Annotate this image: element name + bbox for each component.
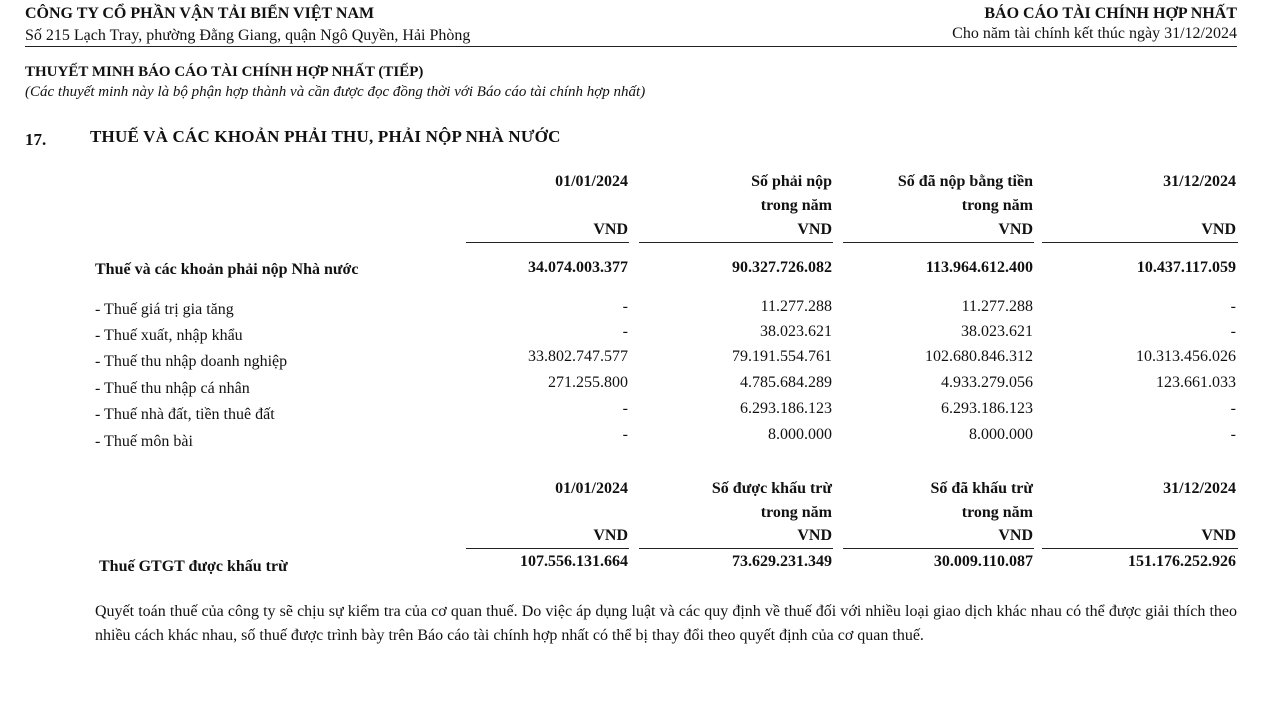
section-title: THUẾ VÀ CÁC KHOẢN PHẢI THU, PHẢI NỘP NHÀ NƯỚC bbox=[90, 127, 561, 146]
t1-row-value: - bbox=[1230, 323, 1236, 340]
company-address: Số 215 Lạch Tray, phường Đằng Giang, quận Ngô Quyền, Hải Phòng bbox=[25, 27, 471, 44]
company-name: CÔNG TY CỔ PHẦN VẬN TẢI BIỂN VIỆT NAM bbox=[25, 5, 375, 22]
t2-col3-unit: VND bbox=[998, 527, 1033, 544]
t1-total-label: Thuế và các khoản phải nộp Nhà nước bbox=[95, 261, 359, 278]
t2-total-col4: 151.176.252.926 bbox=[1128, 553, 1236, 570]
t1-row-value: - bbox=[1230, 298, 1236, 315]
t2-total-col2: 73.629.231.349 bbox=[732, 553, 832, 570]
section-number: 17. bbox=[25, 130, 47, 149]
t1-row-value: - bbox=[622, 426, 628, 443]
t1-row-value: 4.933.279.056 bbox=[941, 374, 1033, 391]
t1-col4-rule bbox=[1042, 242, 1238, 243]
t1-row-label: - Thuế thu nhập doanh nghiệp bbox=[95, 353, 288, 370]
t1-row-value: 123.661.033 bbox=[1156, 374, 1236, 391]
t1-col4-unit: VND bbox=[1201, 221, 1236, 238]
t2-col2-header-line2: trong năm bbox=[760, 504, 832, 521]
t1-row-label: - Thuế môn bài bbox=[95, 433, 193, 450]
t2-col3-header: Số đã khấu trừ bbox=[930, 480, 1033, 497]
t1-row-value: 8.000.000 bbox=[969, 426, 1033, 443]
t2-col1-rule bbox=[466, 548, 629, 549]
t1-row-label: - Thuế thu nhập cá nhân bbox=[95, 380, 250, 397]
t2-col1-unit: VND bbox=[593, 527, 628, 544]
t1-row-label: - Thuế xuất, nhập khẩu bbox=[95, 327, 243, 344]
t2-col2-rule bbox=[639, 548, 833, 549]
t1-total-col1: 34.074.003.377 bbox=[528, 259, 628, 276]
t1-row-label: - Thuế nhà đất, tiền thuê đất bbox=[95, 406, 275, 423]
t1-row-label: - Thuế giá trị gia tăng bbox=[95, 301, 234, 318]
t1-col1-header: 01/01/2024 bbox=[555, 173, 628, 190]
tax-settlement-paragraph: Quyết toán thuế của công ty sẽ chịu sự kiểm tra của cơ quan thuế. Do việc áp dụng luật và các quy định về thuế đối với nhiều loại giao dịch khác nhau có thể được giải thích theo nhiều cách khác nhau, số thuế được trình bày trên Báo cáo tài chính hợp nhất có thể bị thay đổi theo quyết định của cơ quan thuế. bbox=[95, 603, 1237, 644]
t2-col3-rule bbox=[843, 548, 1034, 549]
t1-col2-header: Số phải nộp bbox=[751, 173, 832, 190]
notes-subtitle: (Các thuyết minh này là bộ phận hợp thành và cần được đọc đồng thời với Báo cáo tài chính hợp nhất) bbox=[25, 84, 646, 100]
t1-col1-rule bbox=[466, 242, 629, 243]
t1-row-value: 6.293.186.123 bbox=[740, 400, 832, 417]
t1-row-value: - bbox=[622, 323, 628, 340]
t1-col3-header-line2: trong năm bbox=[961, 197, 1033, 214]
t1-row-value: - bbox=[622, 298, 628, 315]
t1-row-value: 38.023.621 bbox=[760, 323, 832, 340]
notes-title: THUYẾT MINH BÁO CÁO TÀI CHÍNH HỢP NHẤT (TIẾP) bbox=[25, 64, 424, 80]
t1-total-col3: 113.964.612.400 bbox=[925, 259, 1033, 276]
t1-col3-unit: VND bbox=[998, 221, 1033, 238]
t2-col4-unit: VND bbox=[1201, 527, 1236, 544]
t2-total-col1: 107.556.131.664 bbox=[520, 553, 628, 570]
t1-col3-rule bbox=[843, 242, 1034, 243]
t1-col4-header: 31/12/2024 bbox=[1163, 173, 1236, 190]
t2-total-col3: 30.009.110.087 bbox=[933, 553, 1033, 570]
report-period: Cho năm tài chính kết thúc ngày 31/12/2024 bbox=[952, 25, 1237, 42]
t1-row-value: 10.313.456.026 bbox=[1136, 348, 1236, 365]
t2-col4-rule bbox=[1042, 548, 1238, 549]
t1-col2-unit: VND bbox=[797, 221, 832, 238]
t2-col1-header: 01/01/2024 bbox=[555, 480, 628, 497]
t1-row-value: 33.802.747.577 bbox=[528, 348, 628, 365]
t1-row-value: 38.023.621 bbox=[961, 323, 1033, 340]
t1-row-value: - bbox=[1230, 400, 1236, 417]
t2-col2-unit: VND bbox=[797, 527, 832, 544]
t1-row-value: - bbox=[1230, 426, 1236, 443]
t1-total-col4: 10.437.117.059 bbox=[1136, 259, 1236, 276]
t1-row-value: - bbox=[622, 400, 628, 417]
t2-col3-header-line2: trong năm bbox=[961, 504, 1033, 521]
t1-col1-unit: VND bbox=[593, 221, 628, 238]
t1-col2-header-line2: trong năm bbox=[760, 197, 832, 214]
t1-total-col2: 90.327.726.082 bbox=[732, 259, 832, 276]
t1-row-value: 4.785.684.289 bbox=[740, 374, 832, 391]
t1-row-value: 11.277.288 bbox=[760, 298, 832, 315]
t1-col2-rule bbox=[639, 242, 833, 243]
t1-col3-header: Số đã nộp bằng tiền bbox=[897, 173, 1033, 190]
t1-row-value: 79.191.554.761 bbox=[732, 348, 832, 365]
t1-row-value: 102.680.846.312 bbox=[925, 348, 1033, 365]
t1-row-value: 6.293.186.123 bbox=[941, 400, 1033, 417]
t1-row-value: 8.000.000 bbox=[768, 426, 832, 443]
report-title: BÁO CÁO TÀI CHÍNH HỢP NHẤT bbox=[984, 5, 1237, 22]
t2-col2-header: Số được khấu trừ bbox=[711, 480, 832, 497]
t1-row-value: 271.255.800 bbox=[548, 374, 628, 391]
t2-col4-header: 31/12/2024 bbox=[1163, 480, 1236, 497]
header-divider bbox=[25, 46, 1237, 47]
t1-row-value: 11.277.288 bbox=[961, 298, 1033, 315]
t2-total-label: Thuế GTGT được khấu trừ bbox=[99, 558, 288, 575]
